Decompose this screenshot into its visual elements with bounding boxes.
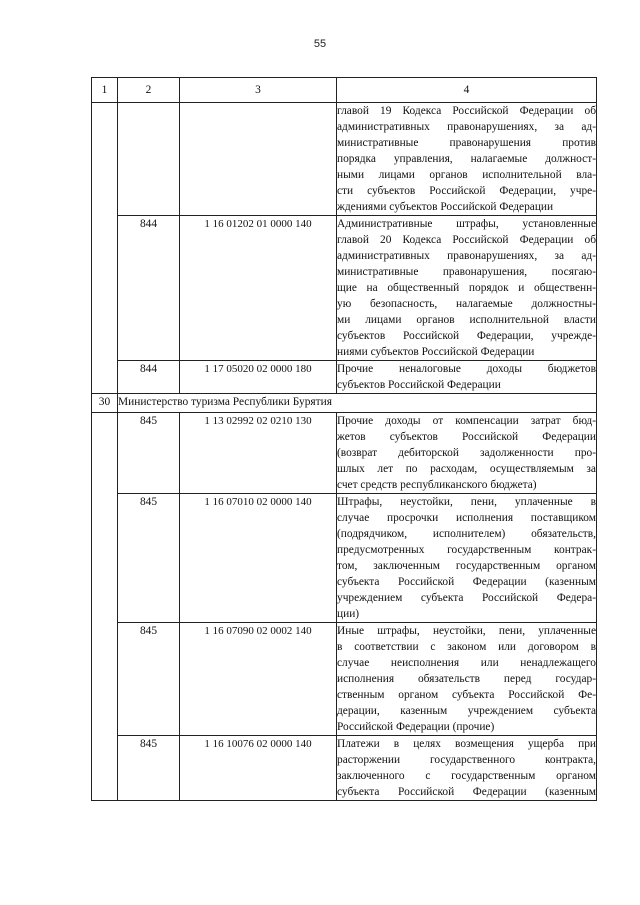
description-line: ую безопасность, налагаемые должностны-: [337, 298, 596, 310]
description-line: заключенного с государственным органом: [337, 770, 596, 782]
table-row: [92, 736, 597, 801]
page-number: 55: [313, 38, 327, 50]
table-header-row: [92, 78, 597, 103]
description-line: предусмотренных государственным контрак-: [337, 544, 596, 556]
table-row: [92, 494, 597, 623]
description-line: субъекта Российской Федерации (казенным: [337, 576, 596, 588]
description-line: том, заключенным государственным органом: [337, 560, 596, 572]
description-line: в соответствии с законом или договором в: [337, 641, 596, 653]
column-header-4: 4: [337, 78, 597, 103]
description-line: Штрафы, неустойки, пени, уплаченные в: [337, 496, 596, 508]
description-cell: [337, 361, 597, 394]
revenue-code-cell: 1 17 05020 02 0000 180: [180, 361, 337, 394]
description-line: ниями субъектов Российской Федерации: [337, 346, 535, 358]
admin-code-cell: [118, 103, 180, 216]
description-line: главой 19 Кодекса Российской Федерации об: [337, 105, 596, 117]
description-line: шлых лет по расходам, осуществляемым за: [337, 463, 596, 475]
description-line: ции): [337, 608, 360, 620]
ministry-index: 30: [92, 394, 118, 413]
description-line: щие на общественный порядок и общественн-: [337, 282, 596, 294]
description-cell: [337, 736, 597, 801]
description-line: учреждением субъекта Российской Федера-: [337, 592, 596, 604]
description-line: жетов субъектов Российской Федерации: [337, 431, 596, 443]
description-line: ми лицами органов исполнительной власти: [337, 314, 596, 326]
description-line: случае неисполнения или ненадлежащего: [337, 657, 596, 669]
description-line: административных правонарушениях, за ад-: [337, 250, 596, 262]
description-line: субъектов Российской Федерации: [337, 379, 501, 391]
revenue-code-cell: 1 16 07090 02 0002 140: [180, 623, 337, 736]
description-line: Прочие неналоговые доходы бюджетов: [337, 363, 596, 375]
description-cell: [337, 413, 597, 494]
description-line: ственным органом субъекта Российской Фе-: [337, 689, 596, 701]
table-row: [92, 623, 597, 736]
table-row: [92, 216, 597, 361]
admin-code-cell: 844: [118, 361, 180, 394]
description-line: (возврат дебиторской задолженности про-: [337, 447, 596, 459]
index-cell-empty: [92, 413, 118, 801]
description-line: субъектов Российской Федерации, учрежде-: [337, 330, 596, 342]
description-line: порядка управления, налагаемые должност-: [337, 153, 596, 165]
description-line: Прочие доходы от компенсации затрат бюд-: [337, 415, 596, 427]
revenue-code-cell: 1 13 02992 02 0210 130: [180, 413, 337, 494]
description-cell: [337, 494, 597, 623]
description-line: Платежи в целях возмещения ущерба при: [337, 738, 596, 750]
description-line: (подрядчиком, исполнителем) обязательств,: [337, 528, 596, 540]
description-line: сти субъектов Российской Федерации, учре-: [337, 185, 596, 197]
description-line: субъекта Российской Федерации (казенным: [337, 786, 596, 798]
column-header-3: 3: [180, 78, 337, 103]
description-cell: [337, 103, 597, 216]
revenue-code-cell: 1 16 10076 02 0000 140: [180, 736, 337, 801]
admin-code-cell: 844: [118, 216, 180, 361]
description-line: ными лицами органов исполнительной вла-: [337, 169, 596, 181]
table-row: [92, 103, 597, 216]
table-row: [92, 361, 597, 394]
index-cell-empty: [92, 103, 118, 394]
description-line: министративные правонарушения, посягаю-: [337, 266, 596, 278]
description-line: дерации, казенным учреждением субъекта: [337, 705, 596, 717]
description-line: Административные штрафы, установленные: [337, 218, 596, 230]
admin-code-cell: 845: [118, 413, 180, 494]
admin-code-cell: 845: [118, 736, 180, 801]
description-cell: [337, 216, 597, 361]
admin-code-cell: 845: [118, 494, 180, 623]
ministry-row: [92, 394, 597, 413]
revenue-code-cell: 1 16 01202 01 0000 140: [180, 216, 337, 361]
revenue-code-cell: [180, 103, 337, 216]
description-line: Иные штрафы, неустойки, пени, уплаченные: [337, 625, 596, 637]
revenue-codes-table: [91, 77, 597, 801]
description-line: министративные правонарушения против: [337, 137, 596, 149]
revenue-code-cell: 1 16 07010 02 0000 140: [180, 494, 337, 623]
description-line: административных правонарушениях, за ад-: [337, 121, 596, 133]
ministry-title: Министерство туризма Республики Бурятия: [118, 394, 597, 413]
description-line: главой 20 Кодекса Российской Федерации об: [337, 234, 596, 246]
description-line: случае просрочки исполнения поставщиком: [337, 512, 596, 524]
description-line: расторжении государственного контракта,: [337, 754, 596, 766]
column-header-1: 1: [92, 78, 118, 103]
column-header-2: 2: [118, 78, 180, 103]
table-row: [92, 413, 597, 494]
description-cell: [337, 623, 597, 736]
description-line: ждениями субъектов Российской Федерации: [337, 201, 554, 213]
description-line: исполнения обязательств перед государ-: [337, 673, 596, 685]
admin-code-cell: 845: [118, 623, 180, 736]
description-line: счет средств республиканского бюджета): [337, 479, 537, 491]
description-line: Российской Федерации (прочие): [337, 721, 495, 733]
